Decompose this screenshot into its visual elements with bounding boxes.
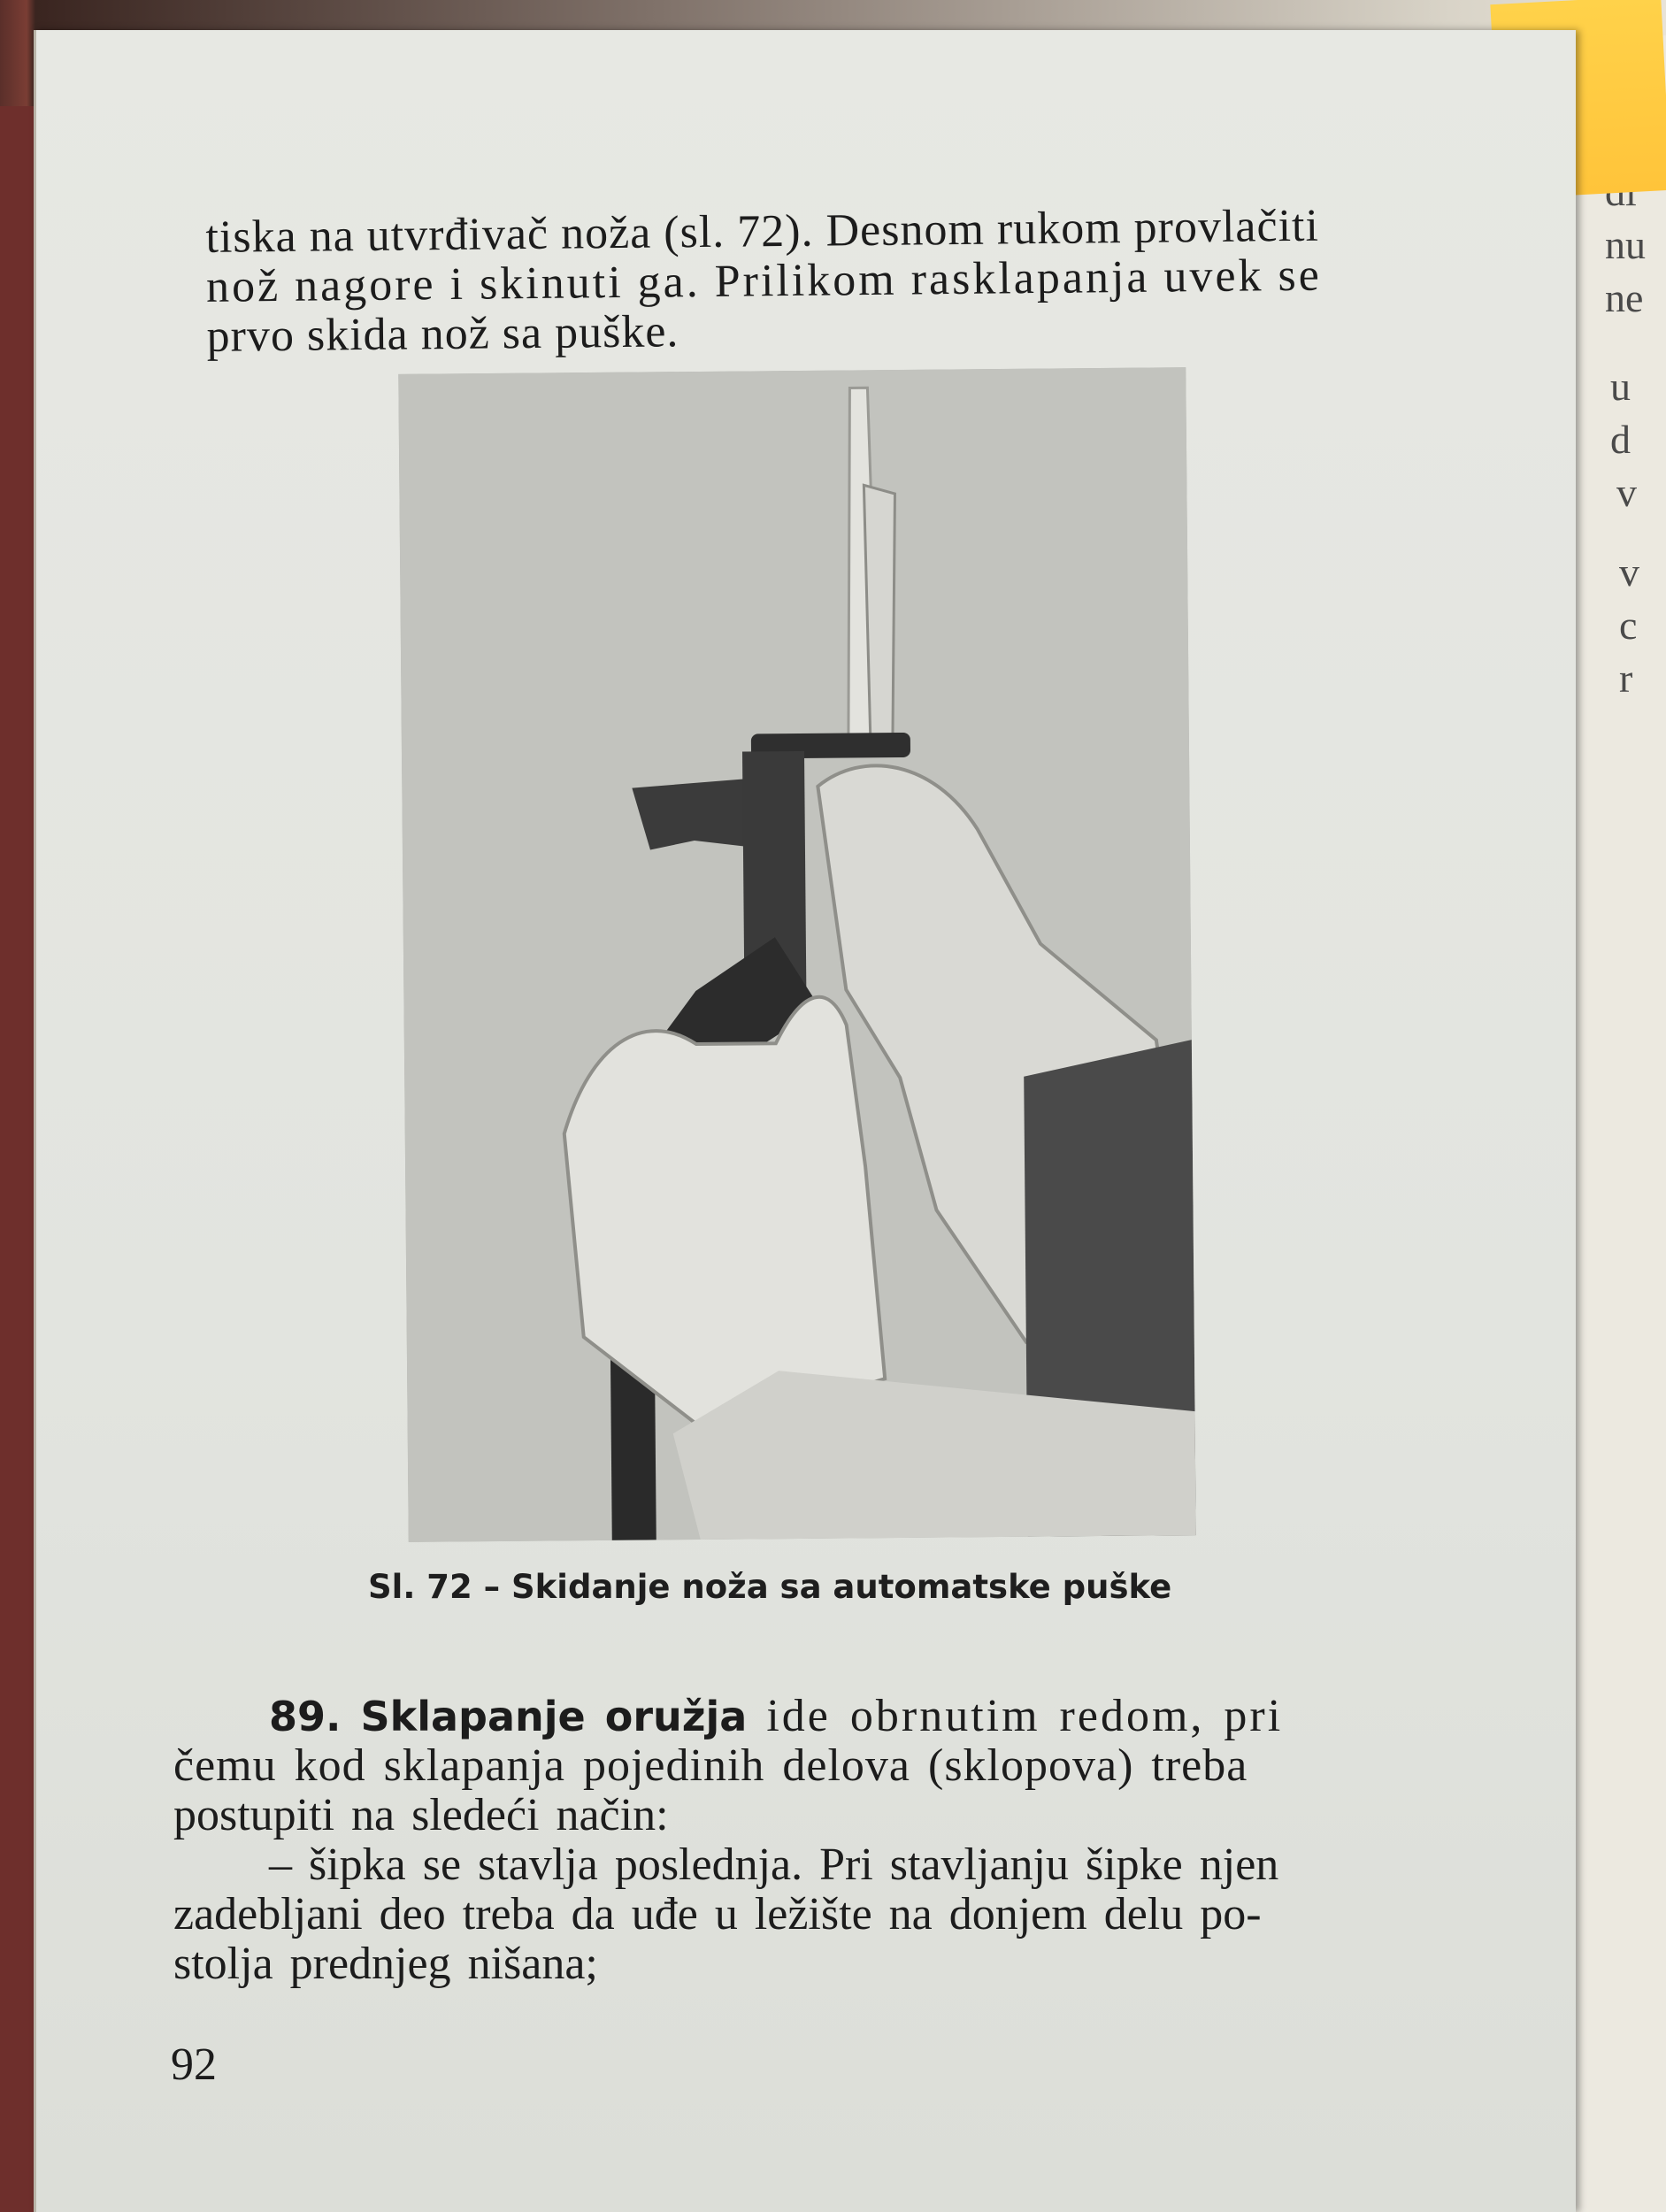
section-heading: 89. Sklapanje oružja	[269, 1693, 748, 1740]
section-heading-line	[173, 1692, 1430, 1741]
text-line: postupiti na sledeći način:	[173, 1790, 669, 1840]
figure-caption: Sl. 72 – Skidanje noža sa automatske puške	[368, 1568, 1172, 1606]
text-line: tiska na utvrđivač noža (sl. 72). Desnom rukom provlačiti	[205, 200, 1320, 263]
facing-page-fragment: r	[1619, 656, 1633, 701]
facing-page-fragment: v	[1619, 549, 1639, 595]
text-line: – šipka se stavlja poslednja. Pri stavljanju šipke njen	[269, 1839, 1279, 1890]
book-page	[34, 30, 1576, 2212]
text-line: čemu kod sklapanja pojedinih delova (sklopova) treba	[173, 1740, 1248, 1791]
facing-page-fragment: ne	[1605, 275, 1644, 320]
intro-paragraph	[205, 201, 1366, 362]
text-line: stolja prednjeg nišana;	[173, 1939, 598, 1989]
facing-page-fragment: nu	[1605, 222, 1646, 267]
facing-page-fragment: d	[1610, 417, 1631, 462]
section-89	[173, 1692, 1430, 1989]
text-line: nož nagore i skinuti ga. Prilikom rasklapanja uvek se	[205, 250, 1323, 312]
bayonet-removal-photo	[398, 367, 1195, 1542]
figure-photo	[398, 367, 1195, 1542]
facing-page-fragment: v	[1616, 470, 1637, 515]
text-line: zadebljani deo treba da uđe u ležište na donjem delu po-	[173, 1889, 1262, 1939]
text-line: prvo skida nož sa puške.	[206, 306, 679, 362]
text-line: ide obrnutim redom, pri	[747, 1691, 1284, 1741]
facing-page-fragment: c	[1619, 603, 1638, 648]
book-cover-edge	[0, 106, 37, 2212]
facing-page-fragment: u	[1610, 364, 1631, 409]
page-number: 92	[171, 2039, 217, 2090]
